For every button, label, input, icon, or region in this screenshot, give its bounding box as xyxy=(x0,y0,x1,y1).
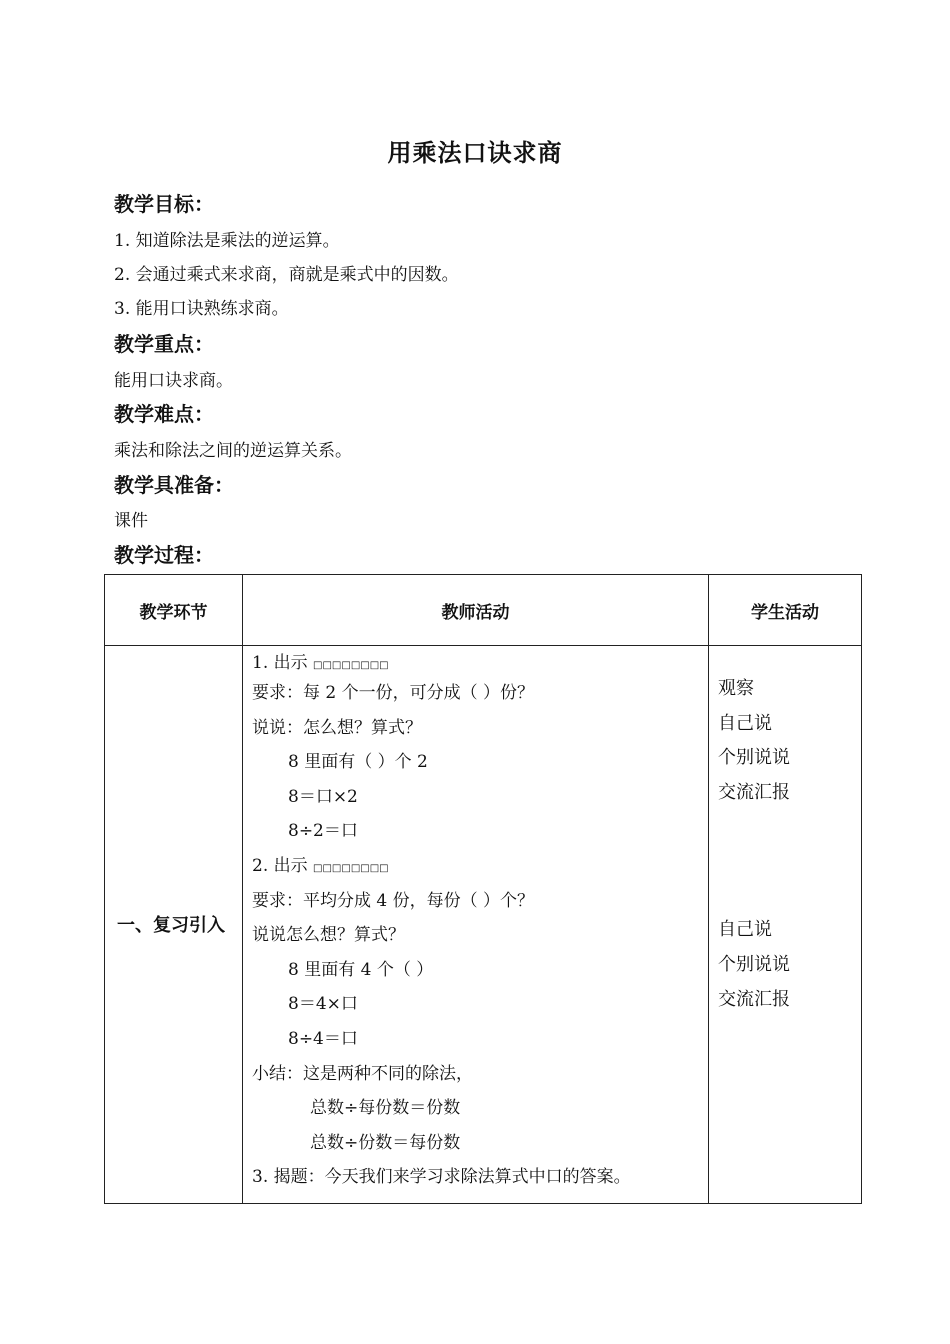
key-point-heading: 教学重点： xyxy=(114,332,214,356)
teacher-line: 说说：怎么想？算式？ xyxy=(252,717,422,738)
teacher-line: 说说怎么想？算式？ xyxy=(252,925,405,946)
page-title: 用乘法口诀求商 xyxy=(387,139,563,167)
materials-heading: 教学具准备： xyxy=(114,473,234,497)
key-point-text: 能用口诀求商。 xyxy=(114,371,233,391)
teacher-line: 3. 揭题：今天我们来学习求除法算式中口的答案。 xyxy=(252,1167,631,1188)
teacher-line: 要求：每 2 个一份，可分成（ ）份？ xyxy=(252,683,535,703)
teacher-line: 总数÷每份数＝份数 xyxy=(310,1098,461,1119)
display-boxes: □□□□□□□□ xyxy=(313,660,389,671)
teacher-line: 8÷4＝口 xyxy=(288,1028,358,1049)
student-line: 自己说 xyxy=(718,712,772,734)
spacer xyxy=(718,810,861,913)
teacher-line: 小结：这是两种不同的除法， xyxy=(252,1063,473,1084)
student-activity-cell xyxy=(709,646,862,1204)
student-line: 个别说说 xyxy=(718,953,790,975)
header-student-activity: 学生活动 xyxy=(709,575,862,646)
difficulty-text: 乘法和除法之间的逆运算关系。 xyxy=(114,441,352,461)
teacher-line: 8 里面有 4 个（ ） xyxy=(288,959,434,980)
table-row xyxy=(105,646,862,1204)
teacher-line: 8＝口×2 xyxy=(288,786,358,807)
teacher-line: 8÷2＝口 xyxy=(288,821,358,842)
teacher-line: 要求：平均分成 4 份，每份（ ）个？ xyxy=(252,890,535,911)
teacher-activity-cell xyxy=(243,646,709,1204)
difficulty-heading: 教学难点： xyxy=(114,402,214,426)
goal-item-3: 3. 能用口诀熟练求商。 xyxy=(114,299,289,319)
goal-item-2: 2. 会通过乘式来求商，商就是乘式中的因数。 xyxy=(114,265,459,285)
header-teacher-activity: 教师活动 xyxy=(243,575,709,646)
teaching-process-table xyxy=(104,574,862,1204)
header-stage: 教学环节 xyxy=(105,575,243,646)
goals-heading: 教学目标： xyxy=(114,192,214,216)
student-line: 交流汇报 xyxy=(718,988,790,1010)
table-header-row xyxy=(105,575,862,646)
process-heading: 教学过程： xyxy=(114,543,214,567)
teacher-line: 8 里面有（ ）个 2 xyxy=(288,752,428,773)
student-line: 交流汇报 xyxy=(718,781,790,803)
goal-item-1: 1. 知道除法是乘法的逆运算。 xyxy=(114,231,340,251)
display-boxes: □□□□□□□□ xyxy=(313,862,389,874)
student-line: 个别说说 xyxy=(718,747,790,769)
student-line: 观察 xyxy=(718,678,754,699)
teacher-line: 2. 出示 □□□□□□□□ xyxy=(252,855,389,876)
teacher-line: 8＝4×口 xyxy=(288,994,358,1015)
teacher-line: 总数÷份数＝每份数 xyxy=(310,1132,461,1153)
student-line: 自己说 xyxy=(718,919,772,941)
stage-cell: 一、复习引入 xyxy=(105,646,243,1204)
materials-text: 课件 xyxy=(114,511,148,531)
teacher-line: 1. 出示 □□□□□□□□ xyxy=(252,653,389,673)
